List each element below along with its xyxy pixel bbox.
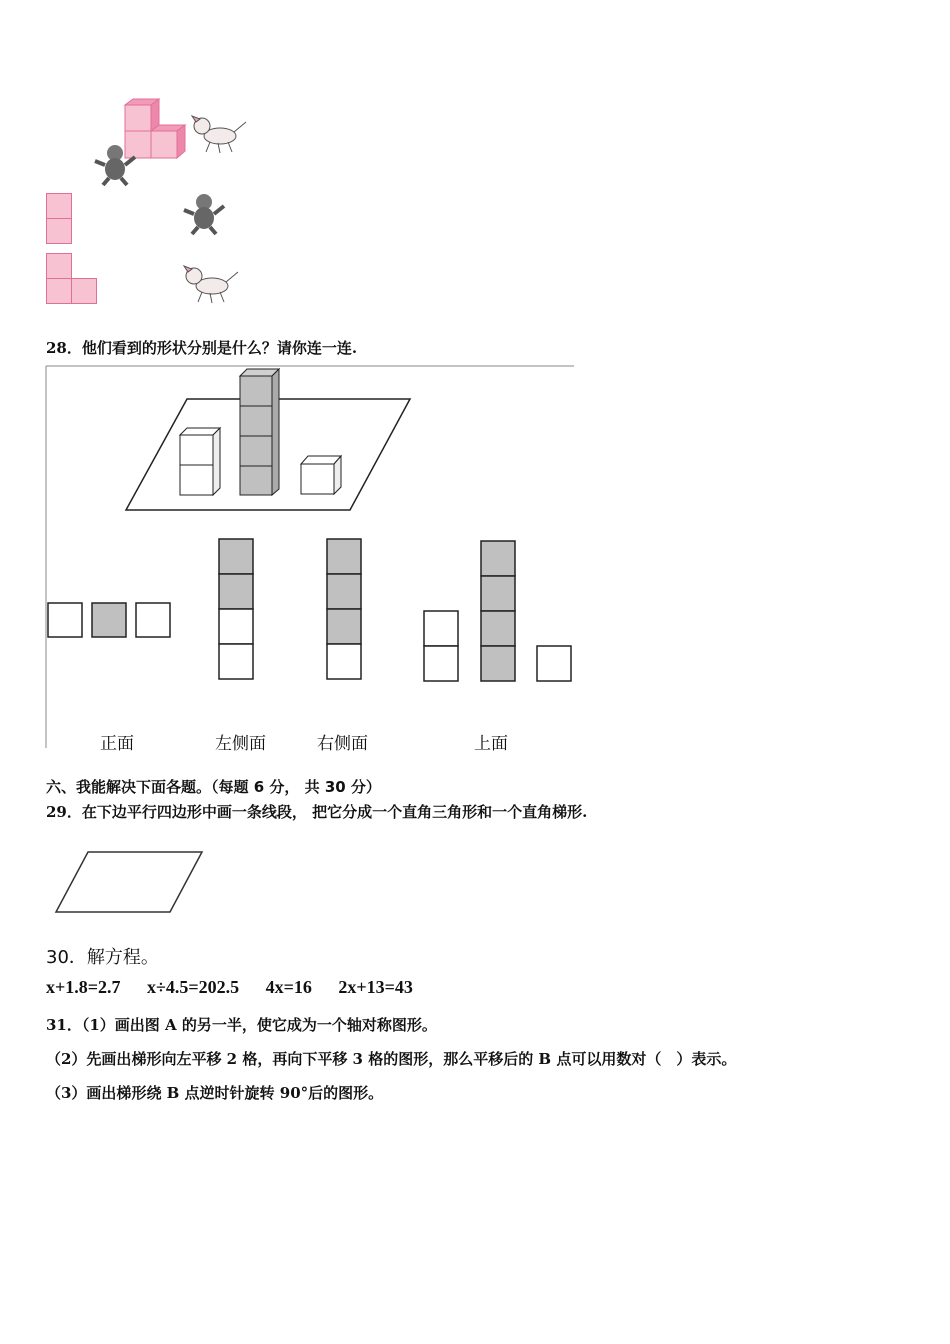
- question-29-text: 29．在下边平行四边形中画一条线段， 把它分成一个直角三角形和一个直角梯形.: [46, 803, 588, 821]
- question-28-text: 28．他们看到的形状分别是什么？请你连一连.: [46, 339, 358, 357]
- dog-icon: [182, 262, 242, 307]
- white-single-cube: [301, 456, 341, 494]
- equations-row: [46, 977, 435, 998]
- view-top-shape: [424, 541, 571, 681]
- equation-2: x÷4.5=202.5: [147, 977, 240, 997]
- section-6-heading: 六、我能解决下面各题。（每题 6 分， 共 30 分）: [46, 778, 381, 796]
- question-30-text: 30．解方程。: [46, 947, 159, 968]
- equation-4: 2x+13=43: [338, 977, 413, 997]
- label-left-view: 左侧面: [215, 734, 266, 754]
- equation-1: x+1.8=2.7: [46, 977, 121, 997]
- q29-parallelogram: [44, 830, 214, 920]
- label-front-view: 正面: [100, 734, 134, 754]
- l-shape-pink-squares: [46, 253, 100, 307]
- view-right-shape: [327, 539, 361, 679]
- view-left-shape: [219, 539, 253, 679]
- q28-figure: [44, 364, 579, 754]
- equation-3: 4x=16: [265, 977, 312, 997]
- question-31-part2: （2）先画出梯形向左平移 2 格，再向下平移 3 格的图形，那么平移后的 B 点可以用数对（ ）表示。: [46, 1050, 737, 1068]
- question-31-part1: 31．（1）画出图 A 的另一半，使它成为一个轴对称图形。: [46, 1016, 437, 1034]
- two-stacked-pink-squares: [46, 193, 74, 247]
- label-top-view: 上面: [474, 734, 508, 754]
- white-stack-2: [180, 428, 220, 495]
- gray-stack-4: [240, 369, 279, 495]
- label-right-view: 右侧面: [317, 734, 368, 754]
- monkey-icon: [182, 192, 230, 237]
- view-front-shape: [48, 603, 170, 637]
- monkey-icon: [93, 143, 141, 188]
- dog-icon: [190, 112, 250, 157]
- question-31-part3: （3）画出梯形绕 B 点逆时针旋转 90°后的图形。: [46, 1084, 384, 1102]
